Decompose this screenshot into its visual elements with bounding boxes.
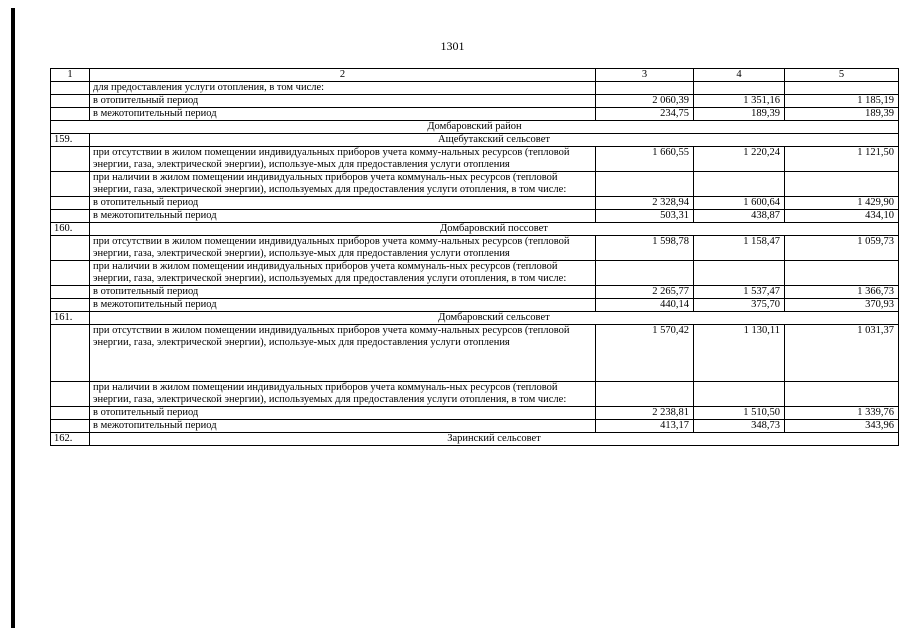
header-col-4: 4 (694, 69, 785, 82)
row-description: в межотопительный период (90, 299, 596, 312)
value-col-5: 370,93 (785, 299, 899, 312)
value-col-3: 234,75 (596, 108, 694, 121)
table-row (51, 95, 899, 108)
value-col-3: 2 238,81 (596, 407, 694, 420)
district-title: Домбаровский район (51, 121, 899, 134)
section-number: 160. (51, 223, 90, 236)
row-index-cell (51, 286, 90, 299)
value-col-4: 438,87 (694, 210, 785, 223)
table-row (51, 210, 899, 223)
value-col-5 (785, 382, 899, 407)
value-col-5 (785, 172, 899, 197)
value-col-5: 1 429,90 (785, 197, 899, 210)
value-col-4: 1 351,16 (694, 95, 785, 108)
value-col-4: 189,39 (694, 108, 785, 121)
value-col-5: 1 339,76 (785, 407, 899, 420)
value-col-4: 1 600,64 (694, 197, 785, 210)
section-number: 161. (51, 312, 90, 325)
row-index-cell (51, 299, 90, 312)
value-col-3: 413,17 (596, 420, 694, 433)
row-description: в межотопительный период (90, 108, 596, 121)
value-col-3: 2 328,94 (596, 197, 694, 210)
header-col-3: 3 (596, 69, 694, 82)
value-col-4 (694, 261, 785, 286)
row-index-cell (51, 82, 90, 95)
value-col-5: 1 059,73 (785, 236, 899, 261)
row-description: при наличии в жилом помещении индивидуальных приборов учета коммуналь-ных ресурсов (тепловой энергии, газа, электрической энергии), используемых для предоставления услуги отопления, в том числе: (90, 261, 596, 286)
value-col-3 (596, 82, 694, 95)
value-col-4: 1 220,24 (694, 147, 785, 172)
value-col-5: 434,10 (785, 210, 899, 223)
row-description: в межотопительный период (90, 420, 596, 433)
value-col-5: 1 121,50 (785, 147, 899, 172)
table-row (51, 108, 899, 121)
section-title: Ащебутакский сельсовет (90, 134, 899, 147)
value-col-3: 440,14 (596, 299, 694, 312)
table-row (51, 261, 899, 286)
value-col-5: 1 031,37 (785, 325, 899, 382)
value-col-5: 189,39 (785, 108, 899, 121)
header-col-5: 5 (785, 69, 899, 82)
table-row (51, 147, 899, 172)
table-row (51, 325, 899, 382)
row-index-cell (51, 325, 90, 382)
section-row (51, 433, 899, 446)
row-description: в отопительный период (90, 286, 596, 299)
value-col-3: 1 570,42 (596, 325, 694, 382)
table-row (51, 420, 899, 433)
page-number: 1301 (440, 39, 465, 53)
value-col-3 (596, 172, 694, 197)
header-col-2: 2 (90, 69, 596, 82)
row-description: в отопительный период (90, 407, 596, 420)
value-col-3 (596, 382, 694, 407)
section-row (51, 312, 899, 325)
section-title: Домбаровский сельсовет (90, 312, 899, 325)
row-description: в межотопительный период (90, 210, 596, 223)
table-row (51, 172, 899, 197)
value-col-4: 375,70 (694, 299, 785, 312)
row-description: при наличии в жилом помещении индивидуальных приборов учета коммуналь-ных ресурсов (тепловой энергии, газа, электрической энергии), используемых для предоставления услуги отопления, в том числе: (90, 172, 596, 197)
value-col-3: 2 060,39 (596, 95, 694, 108)
value-col-3: 1 598,78 (596, 236, 694, 261)
value-col-5: 1 366,73 (785, 286, 899, 299)
row-index-cell (51, 407, 90, 420)
left-margin-bar (11, 8, 15, 628)
section-number: 159. (51, 134, 90, 147)
table-row (51, 197, 899, 210)
row-description: при отсутствии в жилом помещении индивидуальных приборов учета комму-нальных ресурсов (тепловой энергии, газа, электрической энергии), используе-мых для предоставления услуги отопления (90, 147, 596, 172)
table-row (51, 286, 899, 299)
table-row (51, 236, 899, 261)
section-title: Домбаровский поссовет (90, 223, 899, 236)
row-index-cell (51, 420, 90, 433)
value-col-4: 1 510,50 (694, 407, 785, 420)
table-row (51, 382, 899, 407)
value-col-5: 343,96 (785, 420, 899, 433)
section-number: 162. (51, 433, 90, 446)
table-row (51, 82, 899, 95)
row-index-cell (51, 197, 90, 210)
row-description: при наличии в жилом помещении индивидуальных приборов учета коммуналь-ных ресурсов (тепловой энергии, газа, электрической энергии), используемых для предоставления услуги отопления, в том числе: (90, 382, 596, 407)
section-title: Заринский сельсовет (90, 433, 899, 446)
table-row (51, 299, 899, 312)
district-row (51, 121, 899, 134)
table-body (51, 82, 899, 446)
row-index-cell (51, 261, 90, 286)
row-index-cell (51, 210, 90, 223)
value-col-4 (694, 82, 785, 95)
row-index-cell (51, 172, 90, 197)
value-col-3: 2 265,77 (596, 286, 694, 299)
value-col-5 (785, 82, 899, 95)
row-description: при отсутствии в жилом помещении индивидуальных приборов учета комму-нальных ресурсов (тепловой энергии, газа, электрической энергии), используе-мых для предоставления услуги отопления (90, 236, 596, 261)
value-col-5 (785, 261, 899, 286)
row-index-cell (51, 95, 90, 108)
value-col-3: 503,31 (596, 210, 694, 223)
value-col-5: 1 185,19 (785, 95, 899, 108)
row-index-cell (51, 236, 90, 261)
row-index-cell (51, 382, 90, 407)
row-description: в отопительный период (90, 197, 596, 210)
section-row (51, 134, 899, 147)
value-col-4: 1 537,47 (694, 286, 785, 299)
tariff-table (50, 68, 899, 446)
row-description: при отсутствии в жилом помещении индивидуальных приборов учета комму-нальных ресурсов (тепловой энергии, газа, электрической энергии), используе-мых для предоставления услуги отопления (90, 325, 596, 382)
row-index-cell (51, 108, 90, 121)
row-index-cell (51, 147, 90, 172)
header-col-1: 1 (51, 69, 90, 82)
value-col-4 (694, 172, 785, 197)
value-col-4: 348,73 (694, 420, 785, 433)
table-header-row (51, 69, 899, 82)
value-col-3 (596, 261, 694, 286)
value-col-4: 1 158,47 (694, 236, 785, 261)
value-col-4: 1 130,11 (694, 325, 785, 382)
value-col-4 (694, 382, 785, 407)
table-row (51, 407, 899, 420)
row-description: для предоставления услуги отопления, в том числе: (90, 82, 596, 95)
row-description: в отопительный период (90, 95, 596, 108)
value-col-3: 1 660,55 (596, 147, 694, 172)
section-row (51, 223, 899, 236)
